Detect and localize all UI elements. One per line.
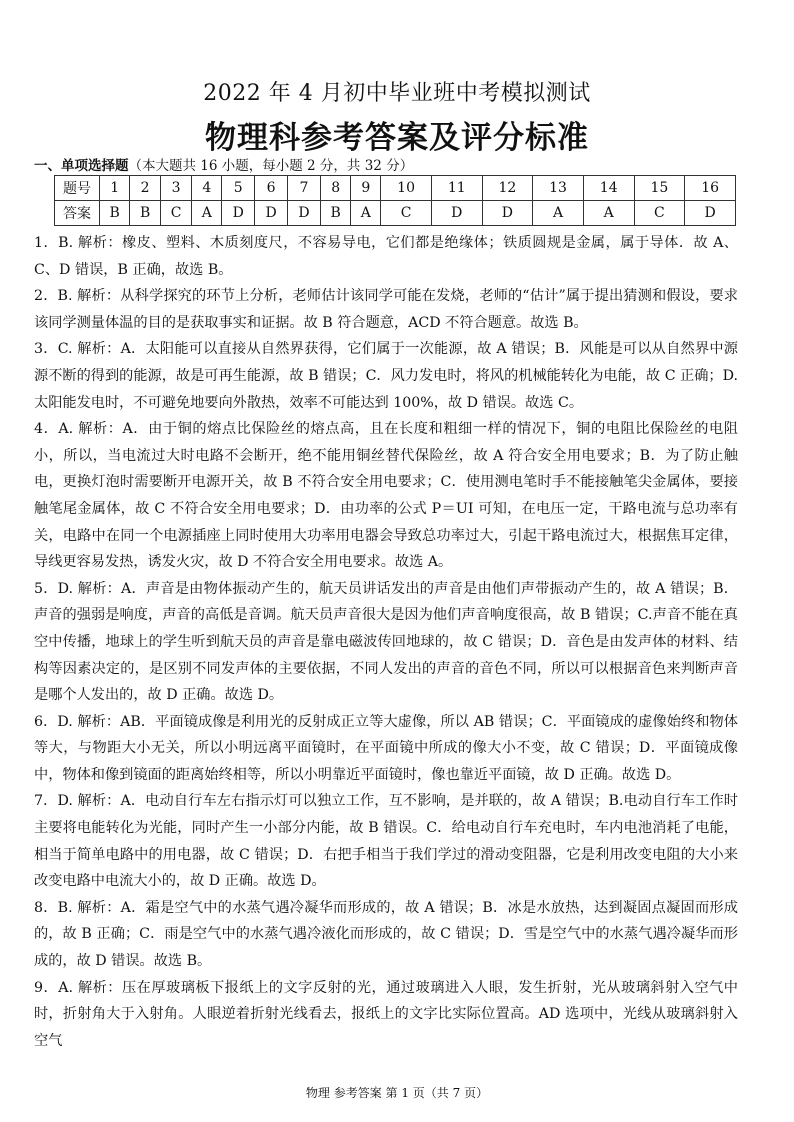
row-label: 答案	[55, 201, 100, 226]
answer-cell: C	[160, 201, 192, 226]
answer-cell: D	[288, 201, 321, 226]
answer-cell: B	[100, 201, 130, 226]
answer-key-subtitle: 物理科参考答案及评分标准	[205, 120, 589, 156]
question-number: 16	[685, 176, 736, 201]
explanation-paragraph: 6．D. 解析：AB．平面镜成像是利用光的反射成正立等大虚像，所以 AB 错误；C．平面镜成的虚像始终和物体等大，与物距大小无关，所以小明远离平面镜时，在平面镜中所成的像大小不变，故 C 错误；D．平面镜成像中，物体和像到镜面的距离始终相等，所以小明靠近平面镜时，像也靠近平面镜，故 D 正确。故选 D。	[34, 713, 738, 783]
question-number: 4	[192, 176, 222, 201]
question-number: 14	[583, 176, 634, 201]
question-number: 5	[222, 176, 255, 201]
question-number: 2	[130, 176, 160, 201]
answer-cell: B	[320, 201, 350, 226]
answer-cell: C	[381, 201, 432, 226]
question-number: 3	[160, 176, 192, 201]
question-number-row	[55, 176, 736, 201]
answer-cell: B	[130, 201, 160, 226]
question-number: 1	[100, 176, 130, 201]
answer-cell: A	[583, 201, 634, 226]
question-number: 7	[288, 176, 321, 201]
exam-title: 2022 年 4 月初中毕业班中考模拟测试	[203, 81, 591, 106]
explanation-paragraph: 3．C. 解析：A．太阳能可以直接从自然界获得，它们属于一次能源，故 A 错误；B．风能是可以从自然界中源源不断的得到的能源，故是可再生能源，故 B 错误；C．风力发电时，将风的机械能转化为电能，故 C 正确；D.太阳能发电时，不可避免地要向外散热，效率不可能达到 100%，故 D 错误。故选 C。	[34, 341, 738, 411]
question-number: 12	[482, 176, 533, 201]
explanation-paragraph: 5．D. 解析：A．声音是由物体振动产生的，航天员讲话发出的声音是由他们声带振动产生的，故 A 错误；B．声音的强弱是响度，声音的高低是音调。航天员声音很大是因为他们声音响度很高，故 B 错误；C.声音不能在真空中传播，地球上的学生听到航天员的声音是靠电磁波传回地球的，故 C 错误；D．音色是由发声体的材料、结构等因素决定的，是区别不同发声体的主要依据，不同人发出的声音的音色不同，所以可以根据音色来判断声音是哪个人发出的，故 D 正确。故选 D。	[34, 580, 738, 704]
explanation-paragraph: 8．B. 解析：A．霜是空气中的水蒸气遇冷凝华而形成的，故 A 错误；B．冰是水放热，达到凝固点凝固而形成的，故 B 正确；C．雨是空气中的水蒸气遇冷液化而形成的，故 C 错误；D．雪是空气中的水蒸气遇冷凝华而形成的，故 D 错误。故选 B。	[34, 899, 738, 970]
answer-cell: A	[533, 201, 584, 226]
answer-row	[55, 201, 736, 226]
explanations	[34, 230, 738, 1054]
section-title: 一、单项选择题	[34, 158, 129, 174]
answer-cell: A	[192, 201, 222, 226]
explanation-paragraph: 1．B. 解析：橡皮、塑料、木质刻度尺，不容易导电，它们都是绝缘体；铁质圆规是金属，属于导体．故 A、C、D 错误，B 正确，故选 B。	[34, 235, 738, 278]
question-number: 10	[381, 176, 432, 201]
answer-cell: D	[482, 201, 533, 226]
page-footer: 物理 参考答案 第 1 页（共 7 页）	[305, 1086, 489, 1100]
answer-cell: D	[255, 201, 288, 226]
answer-cell: D	[431, 201, 482, 226]
row-label: 题号	[55, 176, 100, 201]
explanation-paragraph: 7．D. 解析：A．电动自行车左右指示灯可以独立工作，互不影响，是并联的，故 A 错误；B.电动自行车工作时主要将电能转化为光能，同时产生一小部分内能，故 B 错误。C．给电动自行车充电时，车内电池消耗了电能，相当于简单电路中的用电器，故 C 错误；D．右把手相当于我们学过的滑动变阻器，它是利用改变电阻的大小来改变电路中电流大小的，故 D 正确。故选 D。	[34, 793, 738, 890]
question-number: 6	[255, 176, 288, 201]
question-number: 11	[431, 176, 482, 201]
answer-cell: A	[351, 201, 381, 226]
question-number: 9	[351, 176, 381, 201]
answer-cell: D	[685, 201, 736, 226]
section-heading	[34, 154, 413, 174]
explanation-paragraph: 2．B. 解析：从科学探究的环节上分析，老师估计该同学可能在发烧，老师的“估计”属于提出猜测和假设，要求该同学测量体温的目的是获取事实和证据。故 B 符合题意，ACD 不符合题意。故选 B。	[34, 288, 738, 331]
question-number: 15	[634, 176, 685, 201]
question-number: 13	[533, 176, 584, 201]
question-number: 8	[320, 176, 350, 201]
explanation-paragraph: 9．A. 解析：压在厚玻璃板下报纸上的文字反射的光，通过玻璃进入人眼，发生折射，光从玻璃斜射入空气中时，折射角大于入射角。人眼逆着折射光线看去，报纸上的文字比实际位置高。AD 选项中，光线从玻璃斜射入空气	[34, 979, 738, 1049]
explanation-paragraph: 4．A. 解析：A．由于铜的熔点比保险丝的熔点高，且在长度和粗细一样的情况下，铜的电阻比保险丝的电阻小，所以，当电流过大时电路不会断开，绝不能用铜丝替代保险丝，故 A 符合安全用电要求；B．为了防止触电，更换灯泡时需要断开电源开关，故 B 不符合安全用电要求；C．使用测电笔时手不能接触笔尖金属体，要接触笔尾金属体，故 C 不符合安全用电要求；D．由功率的公式 P＝UI 可知，在电压一定，干路电流与总功率有关，电路中在同一个电源插座上同时使用大功率用电器会导致总功率过大，引起干路电流过大，根据焦耳定律，导线更容易发热，诱发火灾，故 D 不符合安全用电要求。故选 A。	[34, 421, 738, 571]
section-note: （本大题共 16 小题，每小题 2 分，共 32 分）	[128, 158, 414, 174]
answer-cell: C	[634, 201, 685, 226]
answer-table	[54, 175, 736, 226]
answer-cell: D	[222, 201, 255, 226]
